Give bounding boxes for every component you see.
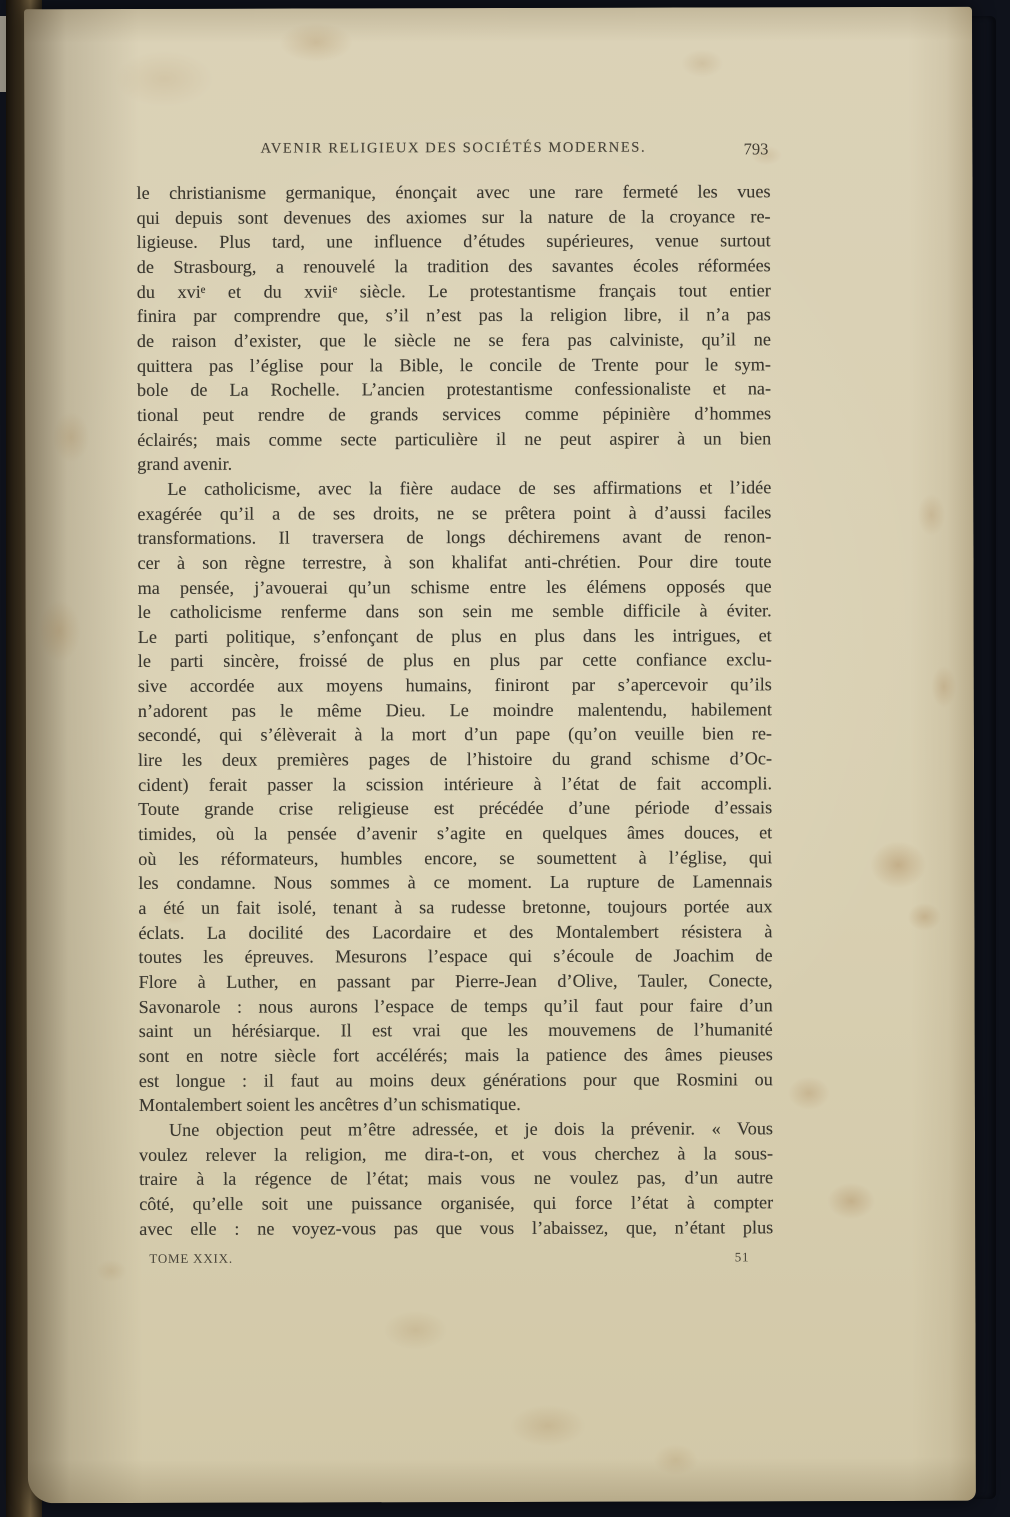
text-line: Montalembert soient les ancêtres d’un schismatique. [138, 1094, 521, 1116]
text-line: ma pensée, j’avouerai qu’un schisme entre les élémens opposés que [137, 575, 772, 598]
text-line: lire les deux premières pages de l’histoire du grand schisme d’Oc- [137, 748, 773, 771]
volume-label: TOME XXIX. [149, 1250, 233, 1267]
text-line: bole de La Rochelle. L’ancien protestantisme confessionaliste et na- [137, 378, 772, 401]
text-line: saint un hérésiarque. Il est vrai que les mouvemens de l’humanité [138, 1019, 773, 1042]
text-line: Le catholicisme, avec la fière audace de ses affirmations et l’idée [167, 477, 772, 499]
text-line: Toute grande crise religieuse est précédée d’une période d’essais [138, 797, 773, 820]
page-content [136, 139, 773, 1267]
text-line: où les réformateurs, humbles encore, se soumettent à l’église, qui [138, 847, 773, 869]
text-line: cer à son règne terrestre, à son khalifat anti-chrétien. Pour dire toute [137, 551, 772, 573]
running-header [136, 139, 770, 163]
text-line: côté, qu’elle soit une puissance organisée, qui force l’état à compter [139, 1192, 774, 1214]
text-line: de raison d’exister, que le siècle ne se fera pas calviniste, qu’il ne [136, 329, 771, 351]
paragraph [137, 475, 773, 1118]
text-line: toutes les épreuves. Mesurons l’espace qui s’écoule de Joachim de [138, 945, 773, 968]
text-line: n’adorent pas le même Dieu. Le moindre malentendu, habilement [137, 699, 772, 721]
text-line: exagérée qu’il a de ses droits, ne se prêtera point à d’aussi faciles [137, 501, 772, 524]
text-line: tional peut rendre de grands services comme pépinière d’hommes [137, 403, 772, 425]
text-line: qui depuis sont devenues des axiomes sur la nature de la croyance re- [136, 205, 771, 228]
header-title: AVENIR RELIGIEUX DES SOCIÉTÉS MODERNES. [260, 139, 647, 157]
text-line: sive accordée aux moyens humains, finiront par s’apercevoir qu’ils [137, 674, 772, 697]
footer [139, 1250, 773, 1268]
text-line: sont en notre siècle fort accélérés; mais la patience des âmes pieuses [138, 1044, 773, 1066]
text-line: les condamne. Nous sommes à ce moment. La rupture de Lamennais [138, 871, 773, 894]
text-line: voulez relever la religion, me dira-t-on, et vous cherchez à la sous- [139, 1142, 774, 1165]
paragraph [136, 179, 771, 477]
text-line: de Strasbourg, a renouvelé la tradition des savantes écoles réformées [136, 255, 771, 277]
text-line: transformations. Il traversera de longs déchiremens avant de renon- [137, 526, 772, 549]
text-line: ligieuse. Plus tard, une influence d’études supérieures, venue surtout [136, 230, 771, 253]
text-line: du xviᵉ et du xviiᵉ siècle. Le protestantisme français tout entier [136, 279, 771, 302]
text-line: timides, où la pensée d’avenir s’agite en quelques âmes douces, et [138, 822, 773, 845]
text-line: secondé, qui s’élèverait à la mort d’un pape (qu’on veuille bien re- [137, 723, 772, 746]
text-line: traire à la régence de l’état; mais vous ne voulez pas, d’un autre [139, 1167, 774, 1190]
text-line: le catholicisme renferme dans son sein me semble difficile à éviter. [137, 600, 772, 623]
text-line: a été un fait isolé, tenant à sa rudesse bretonne, toujours portée aux [138, 896, 773, 918]
text-line: quittera pas l’église pour la Bible, le concile de Trente pour le sym- [136, 353, 772, 376]
text-line: cident) ferait passer la scission intérieure à l’état de fait accompli. [138, 773, 773, 795]
text-line: finira par comprendre que, s’il n’est pas la religion libre, il n’a pas [136, 304, 771, 327]
text-line: Flore à Luther, en passant par Pierre-Jean d’Olive, Tauler, Conecte, [138, 970, 773, 992]
text-line: avec elle : ne voyez-vous pas que vous l’abaissez, que, n’étant plus [139, 1216, 774, 1239]
text-line: éclats. La docilité des Lacordaire et des Montalembert résistera à [138, 920, 773, 943]
text-line: éclairés; mais comme secte particulière il ne peut aspirer à un bien [137, 427, 772, 450]
text-line: est longue : il faut au moins deux générations pour que Rosmini ou [138, 1068, 773, 1091]
page-number: 793 [743, 139, 769, 159]
book-page [24, 7, 976, 1503]
text-line: le parti sincère, froissé de plus en plus par cette confiance exclu- [137, 649, 772, 672]
text-line: Le parti politique, s’enfonçant de plus en plus dans les intrigues, et [137, 625, 772, 647]
text-block [136, 179, 773, 1241]
signature-number: 51 [734, 1249, 750, 1265]
paragraph [139, 1116, 773, 1241]
text-line: le christianisme germanique, énonçait avec une rare fermeté les vues [136, 181, 771, 203]
text-line: grand avenir. [137, 453, 233, 475]
text-line: Une objection peut m’être adressée, et je dois la prévenir. « Vous [168, 1118, 774, 1140]
text-line: Savonarole : nous aurons l’espace de temps qu’il faut pour faire d’un [138, 994, 773, 1017]
